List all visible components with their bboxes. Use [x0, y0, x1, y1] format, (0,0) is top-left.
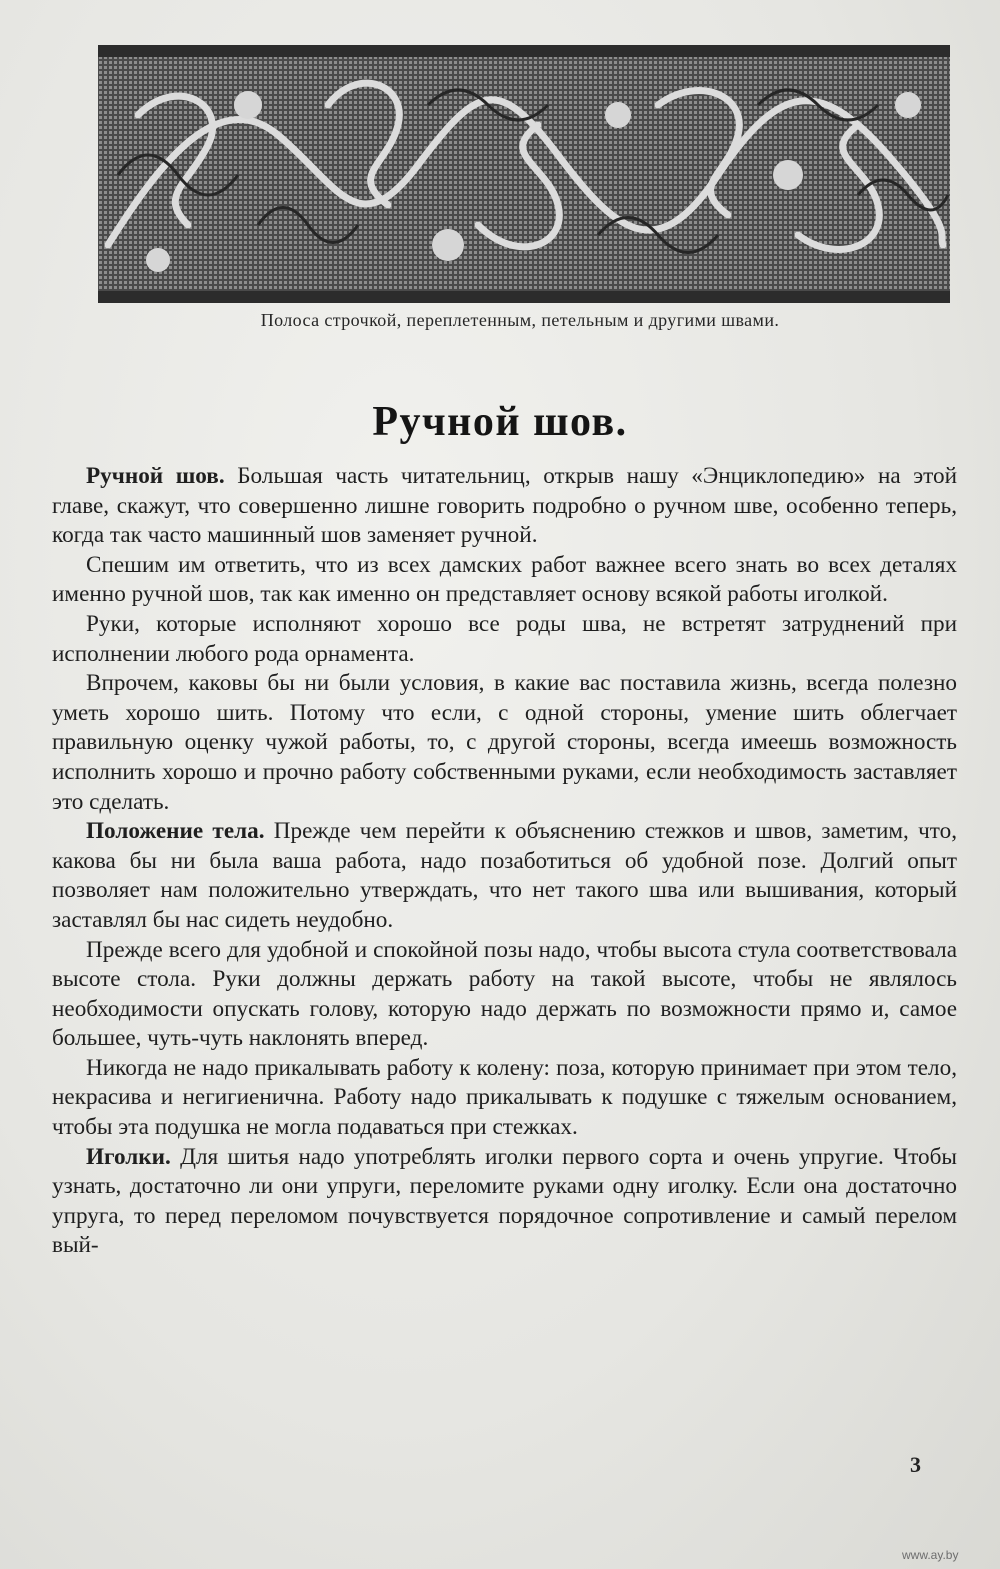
paragraph-text: Для шитья надо употреблять иголки первого сорта и очень упругие. Чтобы узнать, достаточно ли они упруги, переломите руками одну иголку. Если она достаточно упруга, то перед переломом почувствуется порядочное сопротивление и самый перелом вый-	[52, 1143, 957, 1259]
paragraph-lead: Иголки.	[86, 1143, 171, 1170]
page-number: 3	[910, 1452, 921, 1477]
paragraph-lead: Положение тела.	[86, 818, 265, 845]
paragraph-text: Прежде чем перейти к объяснению стежков и швов, заметим, что, какова бы ни была ваша работа, надо позаботиться об удобной позе. Долгий опыт позволяет нам положительно утверждать, что нет такого шва или вышивания, который заставлял бы нас сидеть неудобно.	[52, 818, 957, 933]
body-text	[52, 462, 957, 1261]
paragraph-text: Спешим им ответить, что из всех дамских работ важнее всего знать во всех деталях именно ручной шов, так как именно он представляет основу всякой работы иголкой.	[52, 551, 957, 608]
paragraph-text: Большая часть читательниц, открыв нашу «Энциклопедию» на этой главе, скажут, что совершенно лишне говорить подробно о ручном шве, особенно теперь, когда так часто машинный шов заменяет ручной.	[52, 463, 957, 549]
embroidery-ornament-graphic	[98, 45, 950, 303]
paragraph	[52, 551, 957, 610]
paragraph-text: Руки, которые исполняют хорошо все роды шва, не встретят затруднений при исполнении любого рода орнамента.	[52, 610, 957, 667]
paragraph-text: Никогда не надо прикалывать работу к колену: поза, которую принимает при этом тело, некрасива и негигиенична. Работу надо прикалывать к подушке с тяжелым основанием, чтобы эта подушка не могла подаваться при стежках.	[52, 1054, 957, 1141]
paragraph-text: Впрочем, каковы бы ни были условия, в какие вас поставила жизнь, всегда полезно уметь хорошо шить. Потому что если, с одной стороны, умение шить облегчает правильную оценку чужой работы, то, с другой стороны, всегда имеешь возможность исполнить хорошо и прочно работу собственными руками, если необходимость заставляет это сделать.	[52, 670, 957, 815]
paragraph	[52, 817, 957, 935]
paragraph-text: Прежде всего для удобной и спокойной позы надо, чтобы высота стула соответствовала высоте стола. Руки должны держать работу на такой высоте, чтобы не являлось необходимости опускать голову, которую надо держать по возможности прямо и, самое большее, чуть-чуть наклонять вперед.	[52, 936, 957, 1052]
paragraph-lead: Ручной шов.	[86, 463, 225, 489]
embroidery-band-illustration	[98, 45, 950, 303]
figure-caption: Полоса строчкой, переплетенным, петельным и другими швами.	[260, 310, 780, 330]
section-title: Ручной шов.	[372, 399, 628, 445]
paragraph	[52, 936, 957, 1054]
paragraph	[52, 1143, 957, 1261]
paragraph	[52, 1054, 957, 1143]
watermark: www.ay.by	[902, 1548, 959, 1562]
paragraph	[52, 669, 957, 817]
paragraph	[52, 610, 957, 669]
paragraph	[52, 462, 957, 551]
